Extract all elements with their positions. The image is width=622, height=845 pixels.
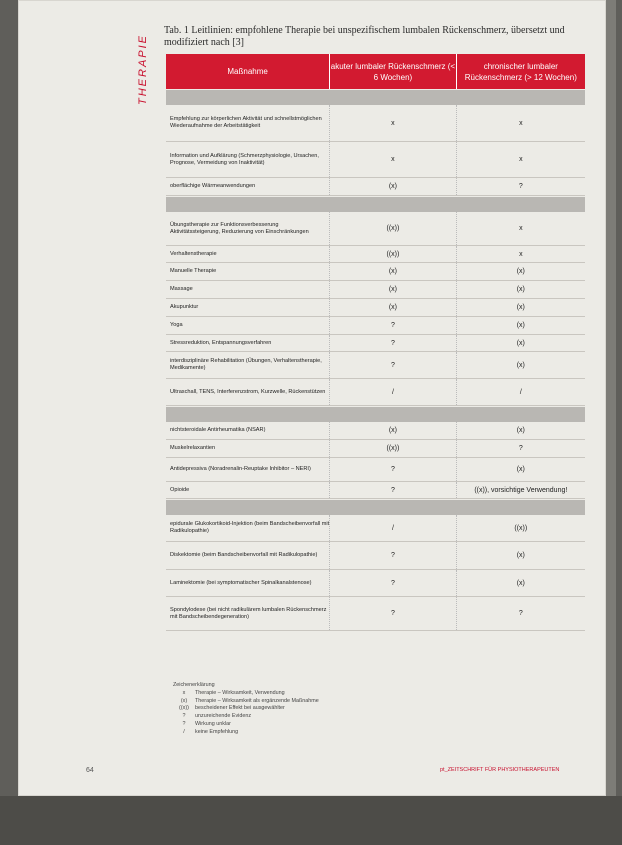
journal-footer: pt_ZEITSCHRIFT FÜR PHYSIOTHERAPEUTEN [440, 767, 560, 773]
chronic-cell: / [456, 379, 585, 405]
table-row [166, 570, 585, 597]
chronic-cell: x [456, 142, 585, 177]
side-section-label [128, 20, 156, 110]
measure-cell: Manuelle Therapie [170, 268, 217, 274]
table-row [166, 281, 585, 299]
table-row [166, 299, 585, 317]
header-acute: akuter lumbaler Rückenschmerz (< 6 Wochen) [330, 54, 456, 89]
acute-cell: (x) [329, 299, 455, 316]
measure-cell: Spondylodese (bei nicht radikulärem lumbalen Rückenschmerz mit Bandscheibendegeneration) [170, 606, 327, 620]
chronic-cell: (x) [456, 542, 585, 569]
measure-cell: Opioide [170, 486, 190, 493]
acute-cell: ? [329, 482, 455, 498]
chronic-cell: x [456, 212, 585, 245]
chronic-cell: (x) [456, 352, 585, 378]
measure-cell: Information und Aufklärung (Schmerzphysiologie, Ursachen, Prognose, Vermeidung von Inaktivität) [170, 152, 319, 166]
measure-cell: Antidepressiva (Noradrenalin-Reuptake Inhibitor – NERI) [170, 466, 311, 472]
chronic-cell: (x) [456, 299, 585, 316]
table-row [166, 263, 585, 281]
legend-item [173, 705, 319, 713]
legend-item [173, 729, 319, 737]
legend-text: keine Empfehlung [195, 728, 239, 735]
acute-cell: (x) [329, 178, 455, 195]
acute-cell: / [329, 379, 455, 405]
acute-cell: ? [329, 335, 455, 351]
section-label-text: THERAPIE [137, 33, 149, 105]
legend-symbol: ? [182, 713, 186, 720]
table-row [166, 178, 585, 196]
measure-cell: Verhaltenstherapie [170, 250, 217, 257]
acute-cell: (x) [329, 281, 455, 298]
table-row [166, 440, 585, 458]
chronic-cell: ? [456, 597, 585, 630]
legend-item [173, 713, 319, 721]
table-header [166, 54, 585, 89]
measure-cell: Muskelrelaxantien [170, 445, 216, 451]
legend-symbol: (x) [180, 697, 188, 704]
page-number: 64 [86, 767, 94, 774]
acute-cell: x [329, 105, 455, 141]
chronic-cell: x [456, 246, 585, 262]
chronic-cell: ? [456, 178, 585, 195]
legend-text: bescheidener Effekt bei ausgewählter [195, 705, 285, 712]
measure-cell: Empfehlung zur körperlichen Aktivität und schnellstmöglichen Wiederaufnahme der Arbeitstätigkeit [170, 116, 322, 129]
measure-cell: Diskektomie (beim Bandscheibenvorfall mit Radikulopathie) [170, 552, 318, 558]
table-body [166, 90, 585, 631]
measure-cell: Stressreduktion, Entspannungsverfahren [170, 339, 272, 346]
table-row [166, 142, 585, 178]
table-row [166, 105, 585, 142]
measure-cell: Massage [170, 286, 193, 292]
table-row [166, 597, 585, 631]
section-header [166, 500, 585, 515]
chronic-cell: (x) [456, 458, 585, 481]
table-row [166, 379, 585, 406]
page-edge [606, 0, 616, 845]
measure-cell: epidurale Glukokortikoid-Injektion (beim Bandscheibenvorfall mit Radikulopathie) [170, 521, 330, 534]
chronic-cell: (x) [456, 317, 585, 334]
measure-cell: interdisziplinäre Rehabilitation (Übungen, Verhaltenstherapie, Medikamente) [170, 358, 322, 371]
acute-cell: ? [329, 317, 455, 334]
table-row [166, 515, 585, 542]
chronic-cell: ? [456, 440, 585, 457]
acute-cell: ((x)) [329, 212, 455, 245]
section-header [166, 197, 585, 212]
measure-cell: Akupunktur [170, 304, 199, 310]
chronic-cell: ((x)) [456, 515, 585, 541]
acute-cell: ? [329, 542, 455, 569]
legend-item [173, 690, 319, 698]
legend-symbol: ((x)) [179, 705, 189, 712]
section-header [166, 407, 585, 422]
chronic-cell: (x) [456, 422, 585, 439]
legend-symbol: ? [182, 720, 186, 727]
section-header [166, 90, 585, 105]
acute-cell: ? [329, 458, 455, 481]
table-row [166, 458, 585, 482]
legend-items [173, 690, 319, 737]
table-row [166, 422, 585, 440]
acute-cell: ((x)) [329, 246, 455, 262]
acute-cell: ? [329, 570, 455, 596]
therapy-table [166, 54, 585, 631]
legend-title: Zeichenerklärung [173, 682, 215, 688]
measure-cell: nichtsteroidale Antirheumatika (NSAR) [170, 427, 266, 433]
legend-symbol: x [182, 689, 186, 696]
table-caption: Tab. 1 Leitlinien: empfohlene Therapie bei unspezifischem lumbalen Rückenschmerz, übersetzt und modifiziert nach [3] [164, 25, 565, 48]
legend-text: unzureichende Evidenz [195, 713, 252, 720]
acute-cell: / [329, 515, 455, 541]
measure-cell: Laminektomie (bei symptomatischer Spinalkanalstenose) [170, 579, 312, 586]
header-chronic: chronischer lumbaler Rückenschmerz (> 12 Wochen) [464, 61, 577, 82]
acute-cell: ? [329, 597, 455, 630]
chronic-cell: (x) [456, 570, 585, 596]
legend-symbol: / [183, 728, 185, 735]
legend [173, 682, 319, 737]
acute-cell: (x) [329, 263, 455, 280]
chronic-cell: ((x)), vorsichtige Verwendung! [456, 482, 585, 498]
table-row [166, 246, 585, 263]
table-row [166, 335, 585, 352]
measure-cell: Übungstherapie zur Funktionsverbesserung Aktivitätssteigerung, Reduzierung von Einschränkungen [170, 221, 309, 235]
chronic-cell: (x) [456, 263, 585, 280]
acute-cell: ? [329, 352, 455, 378]
table-row [166, 352, 585, 379]
header-measure: Maßnahme [166, 54, 330, 89]
legend-text: Therapie – Wirksamkeit, Verwendung [195, 689, 285, 696]
legend-item [173, 698, 319, 706]
table-row [166, 542, 585, 570]
acute-cell: x [329, 142, 455, 177]
chronic-cell: x [456, 105, 585, 141]
table-row [166, 482, 585, 499]
acute-cell: ((x)) [329, 440, 455, 457]
measure-cell: Yoga [170, 322, 183, 328]
chronic-cell: (x) [456, 281, 585, 298]
chronic-cell: (x) [456, 335, 585, 351]
legend-text: Wirkung unklar [195, 720, 231, 727]
measure-cell: oberflächige Wärmeanwendungen [170, 183, 256, 189]
table-row [166, 317, 585, 335]
legend-text: Therapie – Wirksamkeit als ergänzende Maßnahme [195, 697, 319, 704]
legend-item [173, 721, 319, 729]
background-shadow [0, 796, 622, 845]
table-row [166, 212, 585, 246]
acute-cell: (x) [329, 422, 455, 439]
measure-cell: Ultraschall, TENS, Interferenzstrom, Kurzwelle, Rückenstützen [170, 388, 326, 395]
